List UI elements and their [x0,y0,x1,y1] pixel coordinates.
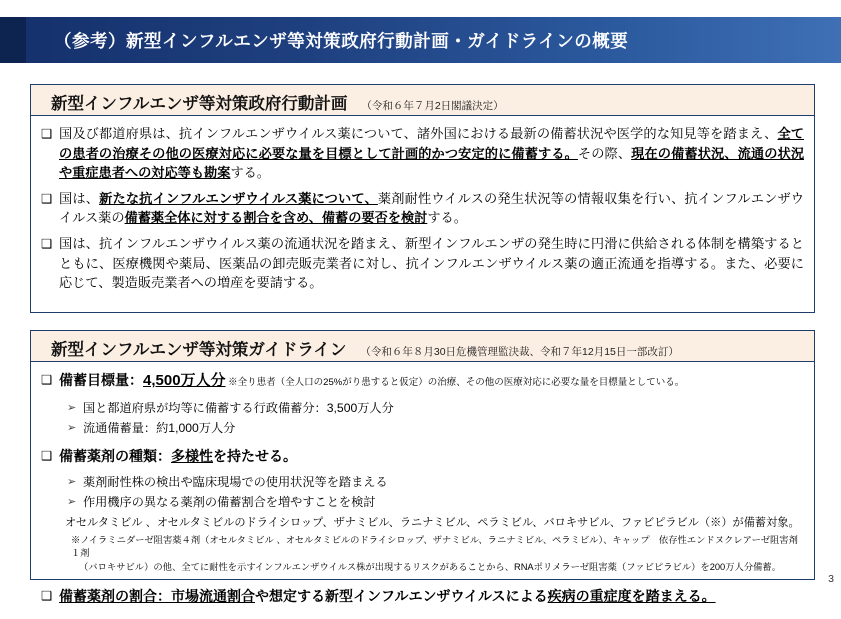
sub-bullet-marker: ➢ [67,422,77,434]
bullet-segment: を持たせる。 [213,448,297,464]
sub-bullet-marker: ➢ [67,496,77,508]
bullet-marker: ❑ [41,127,53,141]
sub-bullet-text: 流通備蓄量：約1,000万人分 [83,421,236,435]
sub-bullet-text: 国と都道府県が均等に備蓄する行政備蓄分：3,500万人分 [83,401,394,415]
bullet-segment-note: ※全り患者（全人口の25%がり患すると仮定）の治療、その他の医療対応に必要な量を目標量としている。 [225,377,685,388]
bullet-item [41,370,804,393]
bullet-marker: ❑ [41,449,53,463]
sub-bullet-marker: ➢ [67,402,77,414]
sub-bullet-item [67,493,804,511]
bullet-marker: ❑ [41,589,53,603]
panel-1-body [31,116,814,305]
panel-1-header [31,85,814,116]
bullet-item [41,234,804,293]
bullet-segment: する。 [230,165,270,181]
bullet-segment: 国は、 [59,190,100,206]
sub-bullet-item [67,419,804,437]
panel-1-note: （令和６年７月2日閣議決定） [361,100,504,112]
note-paragraph-small: ※ノイラミニダーゼ阻害薬４剤（オセルタミビル 、オセルタミビルのドライシロップ、ザナミビル、ラニナミビル、ペラミビル）、キャップ 依存性エンドヌクレアーゼ阻害剤１剤 [71,534,798,558]
bullet-segment-emphasis: 多様性 [171,448,213,464]
bullet-segment-emphasis: 備蓄薬剤の割合：市場流通割合 [59,588,255,604]
bullet-segment: 国及び都道府県は、抗インフルエンザウイルス薬について、諸外国における最新の備蓄状況や医学的な知見等を踏まえ、 [59,126,778,141]
bullet-item [41,586,804,607]
panel-2-title: 新型インフルエンザ等対策ガイドライン [51,341,347,359]
bullet-marker: ❑ [41,236,53,251]
slide-title-bar [0,17,841,63]
bullet-segment: や想定する新型インフルエンザウイルスによる [255,588,548,604]
bullet-text [59,586,804,607]
sub-bullet-text: 薬剤耐性株の検出や臨床現場での使用状況等を踏まえる [83,475,388,489]
bullet-text: 国は、抗インフルエンザウイルス薬の流通状況を踏まえ、新型インフルエンザの発生時に円滑に供給される体制を構築するとともに、医療機関や薬局、医薬品の卸売販売業者に対し、抗インフルエンザウイルス薬の適正流通を指導する。また、必要に応じて、製造販売業者への増産を要請する。 [59,235,804,291]
bullet-text [59,370,804,393]
bullet-marker: ❑ [41,191,53,206]
panel-2-note: （令和６年８月30日危機管理監決裁、令和７年12月15日一部改訂） [360,346,679,358]
bullet-marker: ❑ [41,373,53,387]
sub-bullet-marker: ➢ [67,476,77,488]
bullet-segment-emphasis: 全ての患者の治療その他の医療対応に必要な量を目標として計画的かつ安定的に備蓄する。 [59,126,804,161]
sub-bullet-item [67,473,804,491]
bullet-segment-emphasis: 4,500万人分 [143,372,226,389]
bullet-segment: 薬剤耐性ウイルスの発生状況等の情報収集を行い、抗インフルエンザウイルス薬の [59,190,804,226]
panel-guideline [30,330,815,604]
bullet-item [41,446,804,467]
panel-2-header [31,331,814,362]
bullet-text [59,189,804,228]
sub-bullet-text: 作用機序の異なる薬剤の備蓄割合を増やすことを検討 [83,495,376,509]
bullet-segment-emphasis: 現在の備蓄状況、流通の状況や重症患者への対応等も勘案 [59,145,805,181]
bullet-segment: する。 [427,210,467,226]
panel-2-body [31,362,814,619]
panel-government-action-plan [30,84,815,313]
title-bar-accent [0,17,26,63]
bullet-text [59,446,804,467]
bullet-segment-emphasis: 疾病の重症度を踏まえる。 [547,588,716,604]
sub-bullet-item [67,399,804,417]
bullet-text [59,124,804,183]
page-title: （参考）新型インフルエンザ等対策政府行動計画・ガイドラインの概要 [54,30,629,51]
bullet-segment-emphasis: 新たな抗インフルエンザウイルス薬について、 [99,190,378,206]
page-number: 3 [828,573,834,585]
panel-1-title: 新型インフルエンザ等対策政府行動計画 [51,95,348,113]
note-paragraph-small: （バロキサビル）の他、全てに耐性を示すインフルエンザウイルス株が出現するリスクがあることから、RNAポリメラーゼ阻害薬（ファビピラビル）を200万人分備蓄。 [79,561,782,572]
bullet-segment: 備蓄薬剤の種類： [59,448,171,464]
bullet-item [41,189,804,228]
bullet-segment-emphasis: 備蓄薬全体に対する割合を含め、備蓄の要否を検討 [124,210,428,226]
bullet-item [41,124,804,183]
bullet-segment: 備蓄目標量： [59,372,143,388]
divider [41,579,804,580]
bullet-segment: その際、 [577,145,632,161]
note-paragraph: オセルタミビル 、オセルタミビルのドライシロップ、ザナミビル、ラニナミビル、ペラミビル、バロキサビル、ファビピラビル（※）が備蓄対象。 [65,517,800,529]
